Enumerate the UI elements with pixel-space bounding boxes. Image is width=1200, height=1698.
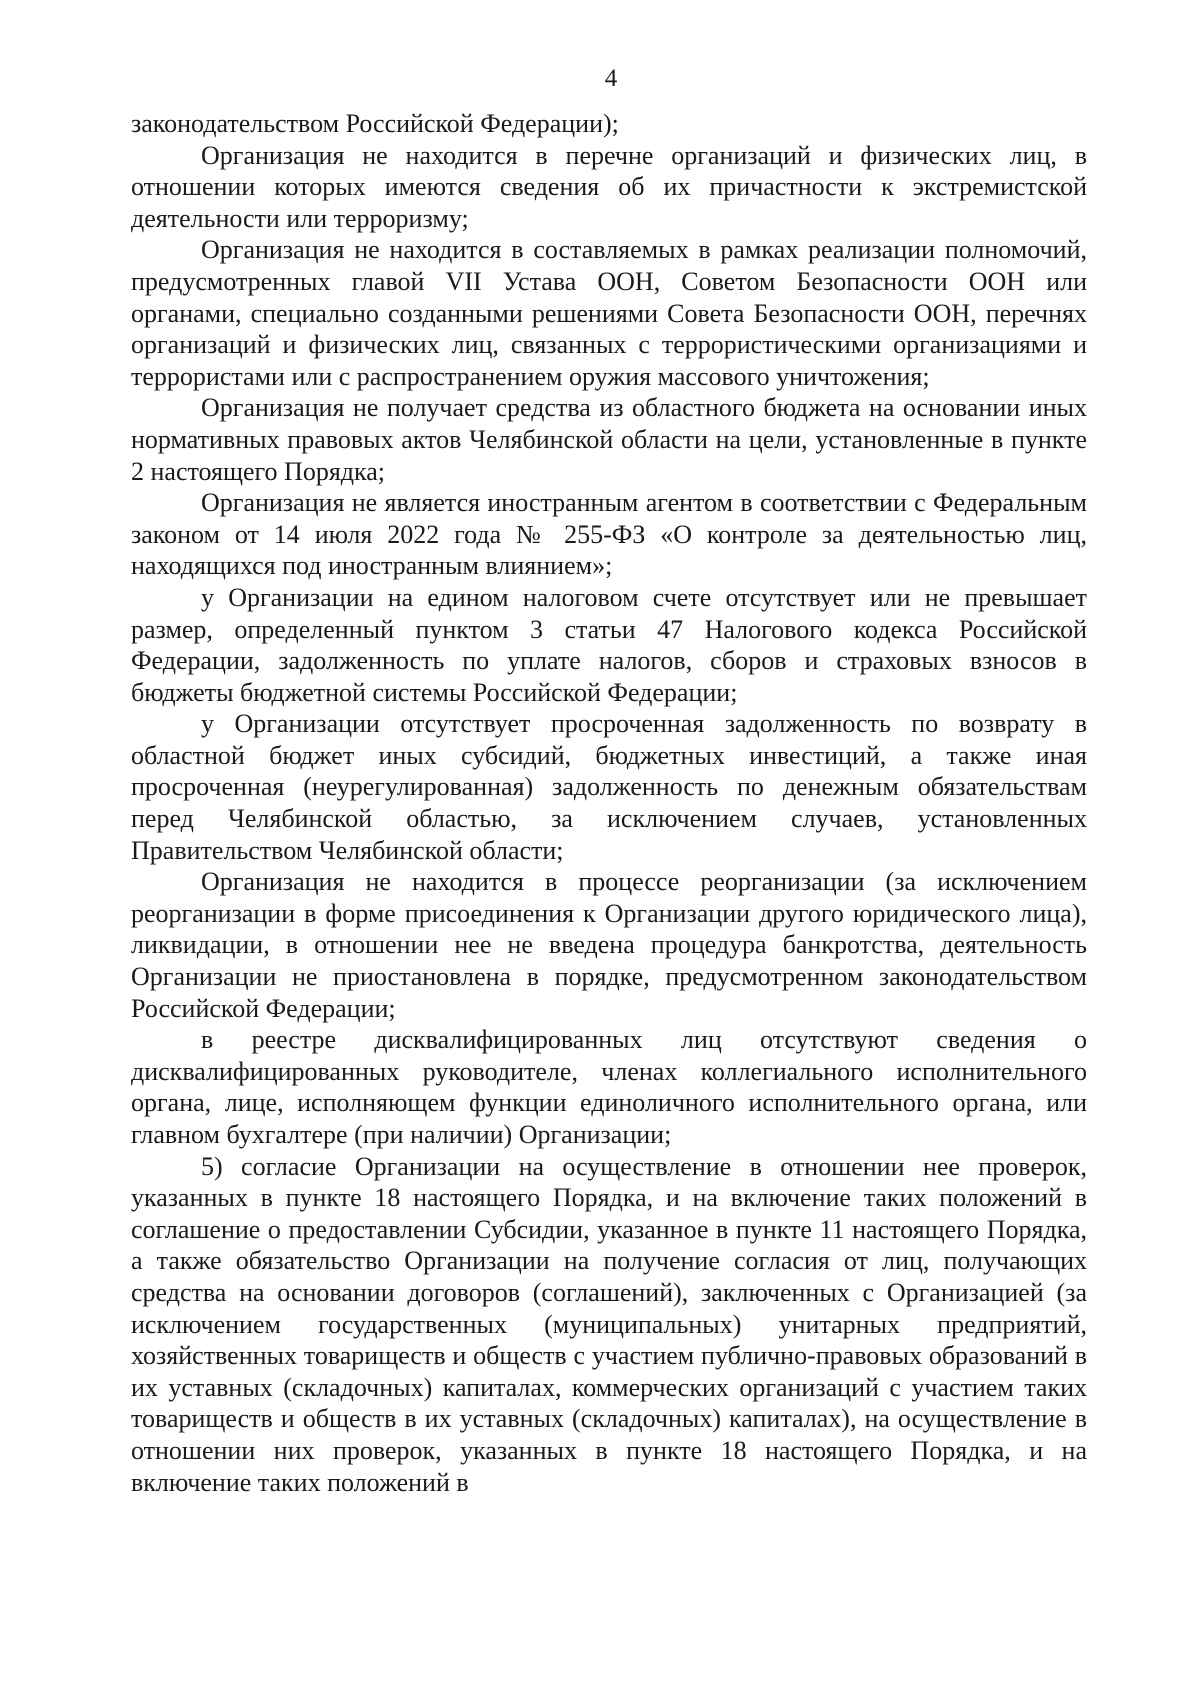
paragraph-extremism-list: Организация не находится в перечне организаций и физических лиц, в отношении которых имеются сведения об их причастности к экстремистской деятельности или терроризму; (131, 140, 1087, 233)
paragraph-foreign-agent: Организация не является иностранным агентом в соответствии с Федеральным законом от 14 июля 2022 года № 255-ФЗ «О контроле за деятельностью лиц, находящихся под иностранным влиянием»; (131, 488, 1087, 581)
paragraph-un-security-council-list: Организация не находится в составляемых в рамках реализации полномочий, предусмотренных главой VII Устава ООН, Советом Безопасности ООН или органами, специально созданными решениями Совета Безопасности ООН, перечнях организаций и физических лиц, связанных с террористическими организациями и террористами или с распространением оружия массового уничтожения; (131, 235, 1087, 391)
paragraph-overdue-debt: у Организации отсутствует просроченная задолженность по возврату в областной бюджет иных субсидий, бюджетных инвестиций, а также иная просроченная (неурегулированная) задолженность по денежным обязательствам перед Челябинской областью, за исключением случаев, установленных Правительством Челябинской области; (131, 709, 1087, 865)
paragraph-item-5-consent: 5) согласие Организации на осуществление в отношении нее проверок, указанных в пункте 18 настоящего Порядка, и на включение таких положений в соглашение о предоставлении Субсидии, указанное в пункте 11 настоящего Порядка, а также обязательство Организации на получение согласия от лиц, получающих средства на основании договоров (соглашений), заключенных с Организацией (за исключением государственных (муниципальных) унитарных предприятий, хозяйственных товариществ и обществ с участием публично-правовых образований в их уставных (складочных) капиталах, коммерческих организаций с участием таких товариществ и обществ в их уставных (складочных) капиталах), на осуществление в отношении них проверок, указанных в пункте 18 настоящего Порядка, и на включение таких положений в (131, 1151, 1087, 1497)
paragraph-disqualified-persons: в реестре дисквалифицированных лиц отсутствуют сведения о дисквалифицированных руководителе, членах коллегиального исполнительного органа, лице, исполняющем функции единоличного исполнительного органа, или главном бухгалтере (при наличии) Организации; (131, 1025, 1087, 1149)
page-number: 4 (604, 65, 618, 92)
document-body (131, 108, 1087, 1498)
paragraph-continuation: законодательством Российской Федерации); (131, 109, 619, 138)
paragraph-tax-debt: у Организации на едином налоговом счете отсутствует или не превышает размер, определенный пунктом 3 статьи 47 Налогового кодекса Российской Федерации, задолженность по уплате налогов, сборов и страховых взносов в бюджеты бюджетной системы Российской Федерации; (131, 582, 1087, 707)
paragraph-reorganization: Организация не находится в процессе реорганизации (за исключением реорганизации в форме присоединения к Организации другого юридического лица), ликвидации, в отношении нее не введена процедура банкротства, деятельность Организации не приостановлена в порядке, предусмотренном законодательством Российской Федерации; (131, 867, 1087, 1023)
paragraph-regional-budget-funds: Организация не получает средства из областного бюджета на основании иных нормативных правовых актов Челябинской области на цели, установленные в пункте 2 настоящего Порядка; (131, 393, 1087, 486)
